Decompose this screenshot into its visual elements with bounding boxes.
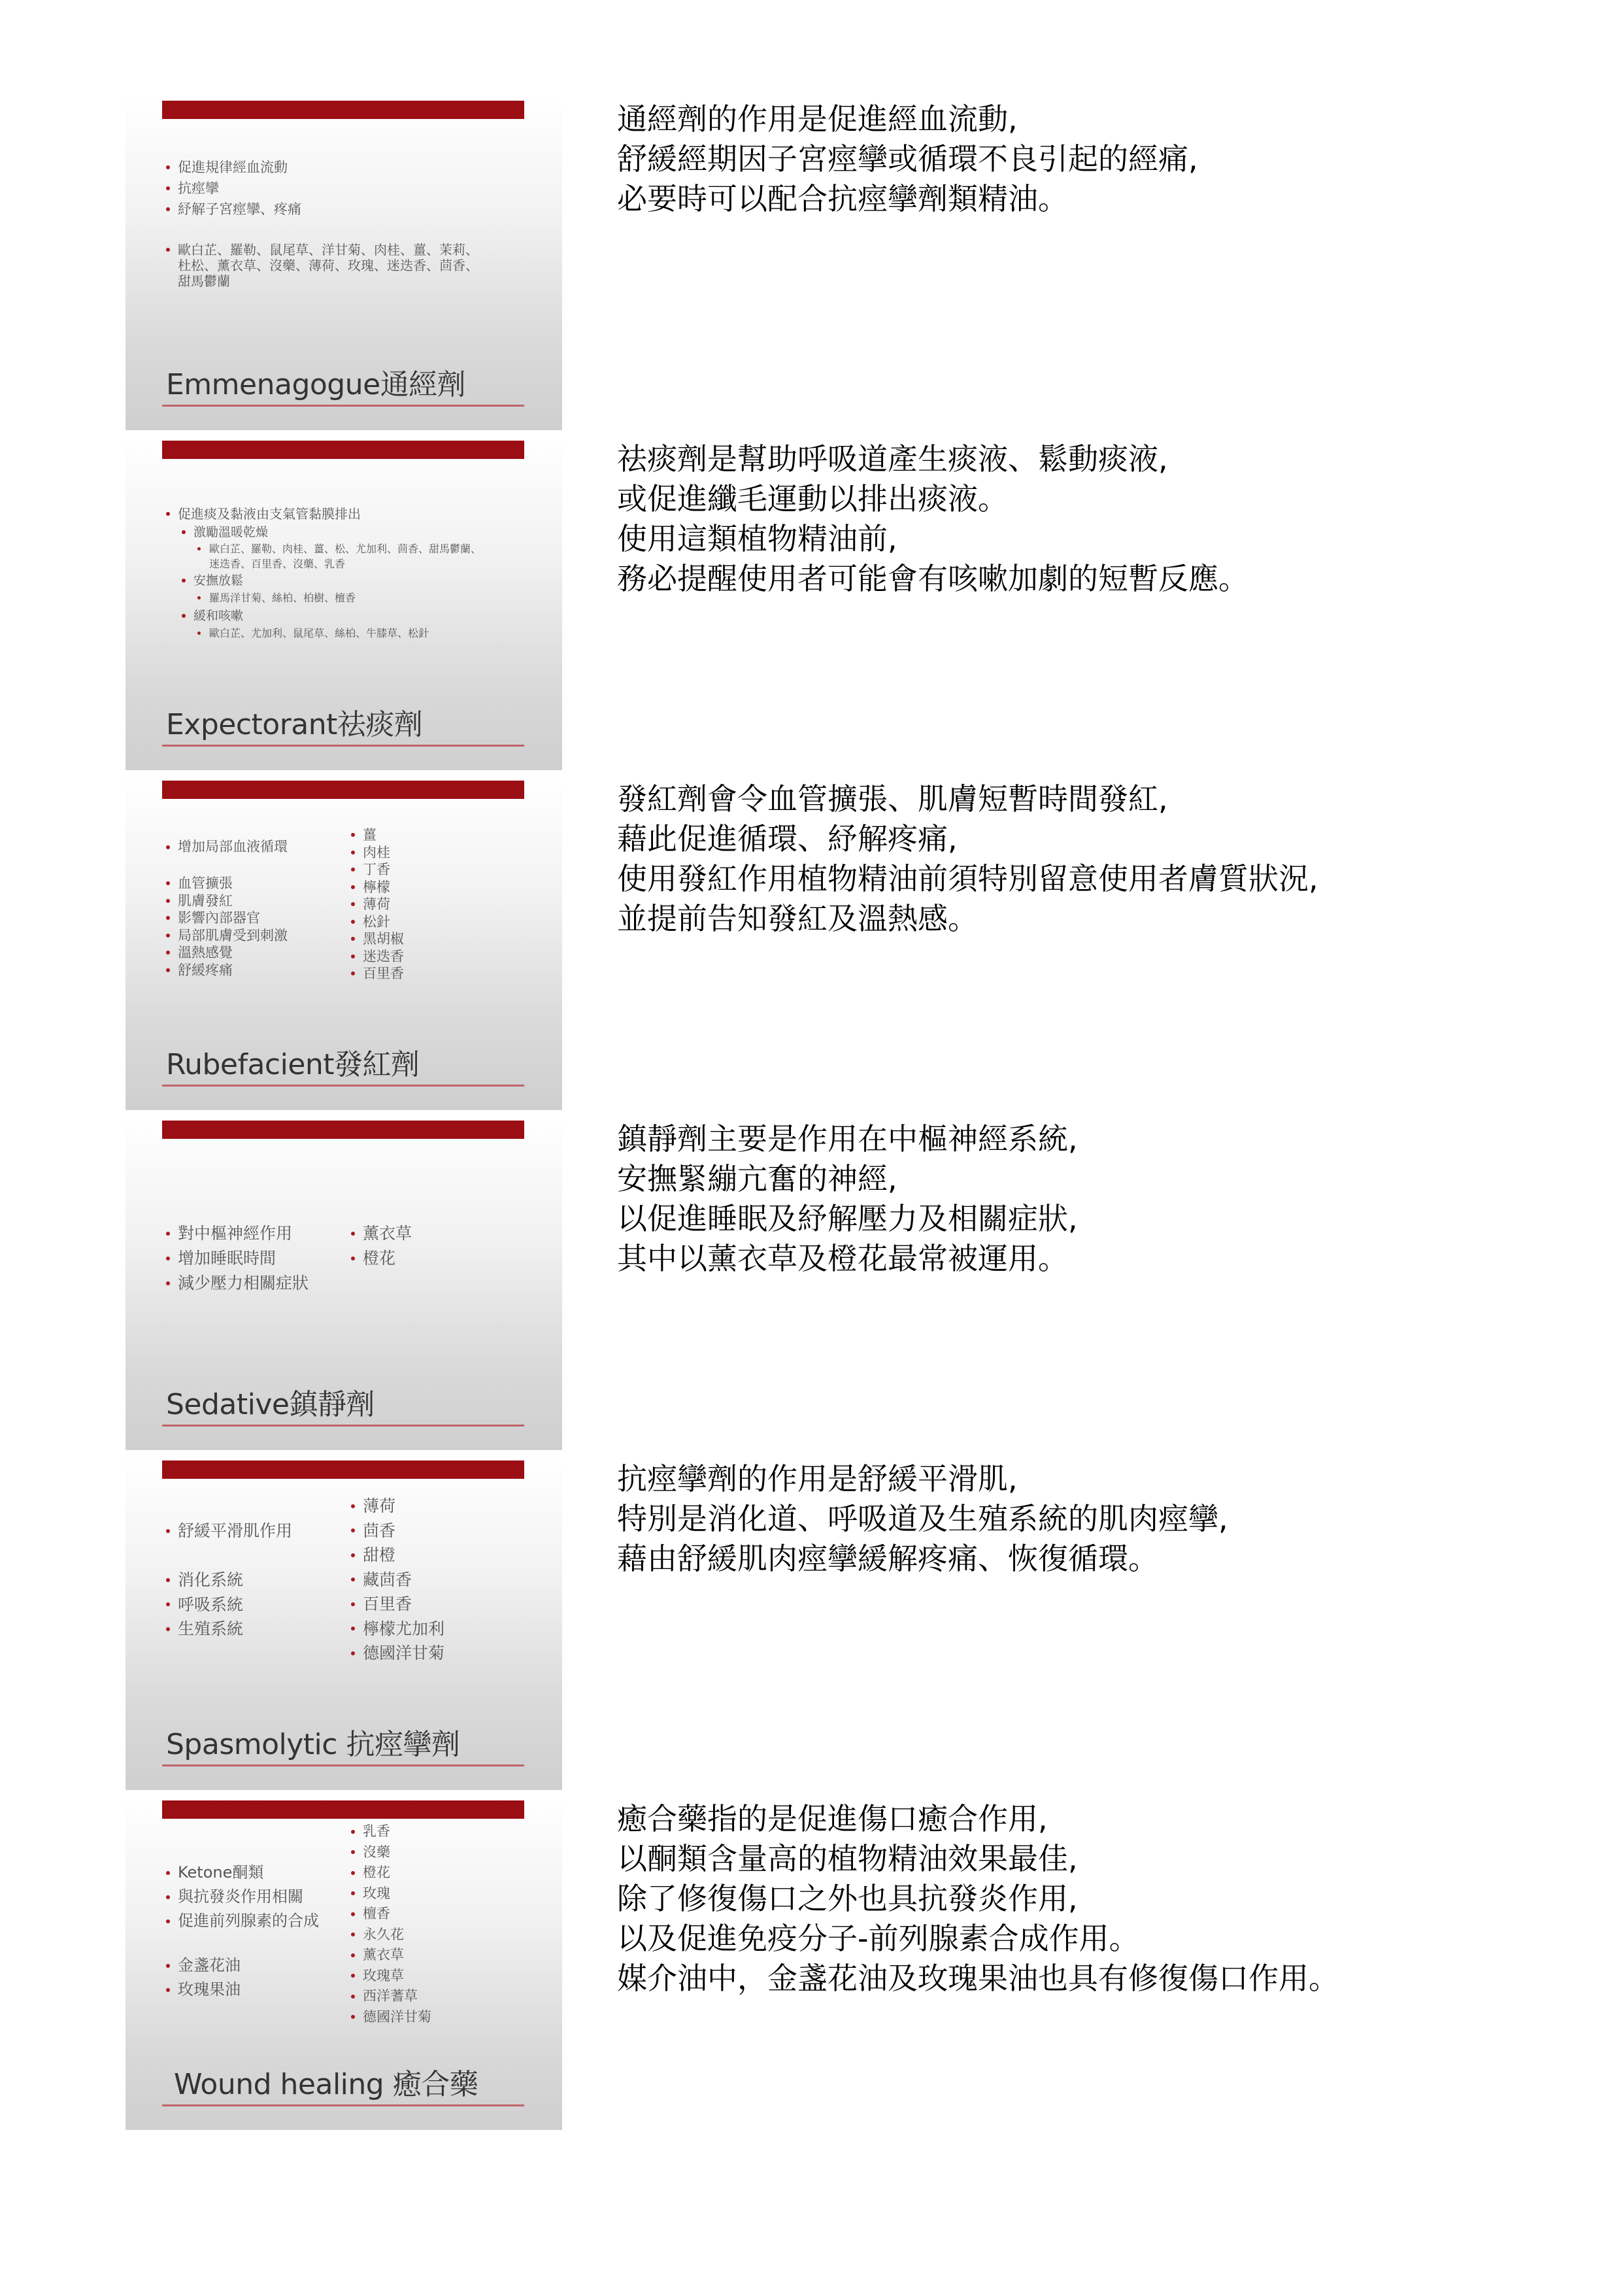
bullet-item: 松針 (350, 913, 404, 931)
bullet-item: 歐白芷、尤加利、鼠尾草、絲柏、牛膝草、松針 (165, 625, 481, 642)
slide-oil-list (350, 1821, 431, 2027)
slide-title-underline (162, 405, 524, 407)
description-line: 抗痙攣劑的作用是舒緩平滑肌, (617, 1461, 1018, 1496)
description-line: 通經劑的作用是促進經血流動, (617, 101, 1018, 137)
bullet-item: 乳香 (350, 1821, 431, 1842)
bullet-item: 紓解子宮痙攣、疼痛 (165, 199, 301, 220)
description-line: 必要時可以配合抗痙攣劑類精油。 (617, 181, 1068, 216)
slide-oil-list (165, 242, 478, 289)
description-rubefacient (617, 779, 1318, 939)
bullet-item: 與抗發炎作用相關 (165, 1885, 319, 1909)
slide-title-underline (162, 1425, 524, 1427)
slide-bullet-list (165, 1519, 292, 1543)
description-line: 發紅劑會令血管擴張、肌膚短暫時間發紅, (617, 781, 1168, 817)
bullet-item: 薑 (350, 826, 404, 844)
slide-header-bar (162, 441, 524, 459)
slide-header-bar (162, 1800, 524, 1819)
bullet-item: 玫瑰果油 (165, 1978, 241, 2002)
bullet-item: 血管擴張 (165, 875, 288, 892)
description-line: 除了修復傷口之外也具抗發炎作用, (617, 1881, 1078, 1916)
description-line: 舒緩經期因子宮痙攣或循環不良引起的經痛, (617, 141, 1198, 177)
slide-system-list (165, 1568, 243, 1642)
bullet-item: 杜松、薰衣草、沒藥、薄荷、玫瑰、迷迭香、茴香、 (178, 258, 478, 273)
bullet-item: 橙花 (350, 1863, 431, 1883)
slide-title-underline (162, 2104, 524, 2106)
bullet-item: 減少壓力相關症狀 (165, 1271, 309, 1296)
bullet-item: 溫熱感覺 (165, 944, 288, 962)
description-line: 鎮靜劑主要是作用在中樞神經系統, (617, 1121, 1078, 1156)
bullet-item: 抗痙攣 (165, 178, 301, 199)
bullet-item: 德國洋甘菊 (350, 2007, 431, 2028)
slide-bullet-list (165, 838, 288, 856)
slide-title: Expectorant祛痰劑 (166, 708, 423, 741)
description-line: 癒合藥指的是促進傷口癒合作用, (617, 1801, 1048, 1836)
description-sedative (617, 1119, 1078, 1279)
bullet-item: 玫瑰 (350, 1883, 431, 1904)
bullet-item: 德國洋甘菊 (350, 1641, 444, 1666)
bullet-item: 薰衣草 (350, 1221, 412, 1246)
bullet-item: Ketone酮類 (165, 1861, 319, 1885)
bullet-item: 影響內部器官 (165, 909, 288, 927)
description-line: 務必提醒使用者可能會有咳嗽加劇的短暫反應。 (617, 561, 1248, 596)
bullet-item: 肌膚發紅 (165, 892, 288, 910)
bullet-item: 橙花 (350, 1246, 412, 1271)
description-line: 或促進纖毛運動以排出痰液。 (617, 481, 1008, 516)
slide-rubefacient (125, 777, 562, 1110)
bullet-item: 對中樞神經作用 (165, 1221, 309, 1246)
bullet-item: 薰衣草 (350, 1945, 431, 1966)
bullet-item: 促進規律經血流動 (165, 157, 301, 178)
description-line: 特別是消化道、呼吸道及生殖系統的肌肉痙攣, (617, 1501, 1228, 1536)
bullet-item: 呼吸系統 (165, 1593, 243, 1617)
slide-oil-list (350, 1221, 412, 1271)
slide-title: Sedative鎮靜劑 (166, 1388, 375, 1421)
bullet-item: 甜馬鬱蘭 (178, 273, 230, 289)
slide-title-underline (162, 745, 524, 747)
description-line: 其中以薰衣草及橙花最常被運用。 (617, 1241, 1068, 1276)
description-line: 以及促進免疫分子-前列腺素合成作用。 (617, 1921, 1139, 1956)
description-line: 祛痰劑是幫助呼吸道產生痰液、鬆動痰液, (617, 441, 1168, 477)
slide-header-bar (162, 101, 524, 119)
description-spasmolytic (617, 1459, 1228, 1579)
slide-bullet-list (165, 1221, 309, 1296)
slide-header-bar (162, 781, 524, 799)
bullet-item: 肉桂 (350, 844, 404, 862)
description-line: 以促進睡眠及紓解壓力及相關症狀, (617, 1201, 1078, 1236)
slide-oil-list (350, 826, 404, 983)
slide-sedative (125, 1117, 562, 1450)
slide-effect-list (165, 875, 288, 979)
slide-title-underline (162, 1764, 524, 1766)
description-emmenagogue (617, 99, 1198, 219)
slide-carrier-oil-list (165, 1953, 241, 2002)
description-line: 並提前告知發紅及溫熱感。 (617, 901, 978, 936)
description-line: 媒介油中，金盞花油及玫瑰果油也具有修復傷口作用。 (617, 1961, 1339, 1996)
slide-spasmolytic (125, 1457, 562, 1790)
slide-title: Spasmolytic 抗痙攣劑 (166, 1728, 460, 1761)
bullet-item: 安撫放鬆 (165, 571, 481, 590)
description-line: 安撫緊繃亢奮的神經, (617, 1161, 897, 1196)
description-expectorant (617, 439, 1248, 599)
bullet-item: 金盞花油 (165, 1953, 241, 1978)
bullet-item: 迷迭香 (350, 948, 404, 966)
slide-title-underline (162, 1085, 524, 1087)
bullet-item: 緩和咳嗽 (165, 607, 481, 625)
bullet-item: 丁香 (350, 861, 404, 879)
bullet-item: 黑胡椒 (350, 930, 404, 948)
bullet-item: 百里香 (350, 965, 404, 983)
slide-emmenagogue (125, 97, 562, 430)
bullet-item: 沒藥 (350, 1842, 431, 1863)
description-wound-healing (617, 1799, 1339, 1999)
slide-expectorant (125, 437, 562, 770)
bullet-item: 生殖系統 (165, 1617, 243, 1642)
slide-title: Emmenagogue通經劑 (166, 368, 466, 401)
bullet-item: 促進痰及黏液由支氣管黏膜排出 (165, 505, 481, 523)
slide-header-bar (162, 1121, 524, 1139)
slide-title: Rubefacient發紅劑 (166, 1048, 420, 1081)
bullet-item: 檀香 (350, 1904, 431, 1925)
description-line: 使用發紅作用植物精油前須特別留意使用者膚質狀況, (617, 861, 1318, 896)
bullet-item: 永久花 (350, 1925, 431, 1946)
bullet-item: 檸檬尤加利 (350, 1617, 444, 1642)
bullet-item: 增加睡眠時間 (165, 1246, 309, 1271)
description-line: 以酮類含量高的植物精油效果最佳, (617, 1841, 1078, 1876)
bullet-item: 茴香 (350, 1519, 444, 1544)
slide-bullet-list (165, 157, 301, 220)
bullet-item: 歐白芷、羅勒、肉桂、薑、松、尤加利、茴香、甜馬鬱蘭、 (165, 541, 481, 556)
bullet-item: 激勵溫暖乾燥 (165, 523, 481, 541)
bullet-item: 歐白芷、羅勒、鼠尾草、洋甘菊、肉桂、薑、茉莉、 (165, 242, 478, 258)
bullet-item: 促進前列腺素的合成 (165, 1909, 319, 1933)
bullet-item: 增加局部血液循環 (165, 838, 288, 856)
slide-bullet-list (165, 505, 481, 642)
bullet-item: 舒緩疼痛 (165, 962, 288, 979)
bullet-item: 羅馬洋甘菊、絲柏、柏樹、檀香 (165, 590, 481, 607)
slide-wound-healing (125, 1797, 562, 2130)
bullet-item: 消化系統 (165, 1568, 243, 1593)
bullet-item: 局部肌膚受到刺激 (165, 927, 288, 945)
bullet-item: 玫瑰草 (350, 1966, 431, 1987)
bullet-item: 西洋蓍草 (350, 1986, 431, 2007)
description-line: 藉此促進循環、紓解疼痛, (617, 821, 958, 856)
description-line: 使用這類植物精油前, (617, 521, 897, 556)
slide-header-bar (162, 1460, 524, 1479)
bullet-item: 舒緩平滑肌作用 (165, 1519, 292, 1543)
bullet-item: 百里香 (350, 1592, 444, 1617)
bullet-item: 甜橙 (350, 1543, 444, 1568)
slide-bullet-list (165, 1861, 319, 1933)
slide-oil-list (350, 1494, 444, 1666)
slide-title: Wound healing 癒合藥 (174, 2068, 478, 2101)
description-line: 藉由舒緩肌肉痙攣緩解疼痛、恢復循環。 (617, 1541, 1158, 1576)
bullet-item: 薄荷 (350, 1494, 444, 1519)
bullet-item: 檸檬 (350, 879, 404, 896)
bullet-item: 迷迭香、百里香、沒藥、乳香 (209, 558, 346, 570)
bullet-item: 藏茴香 (350, 1568, 444, 1593)
bullet-item: 薄荷 (350, 896, 404, 913)
